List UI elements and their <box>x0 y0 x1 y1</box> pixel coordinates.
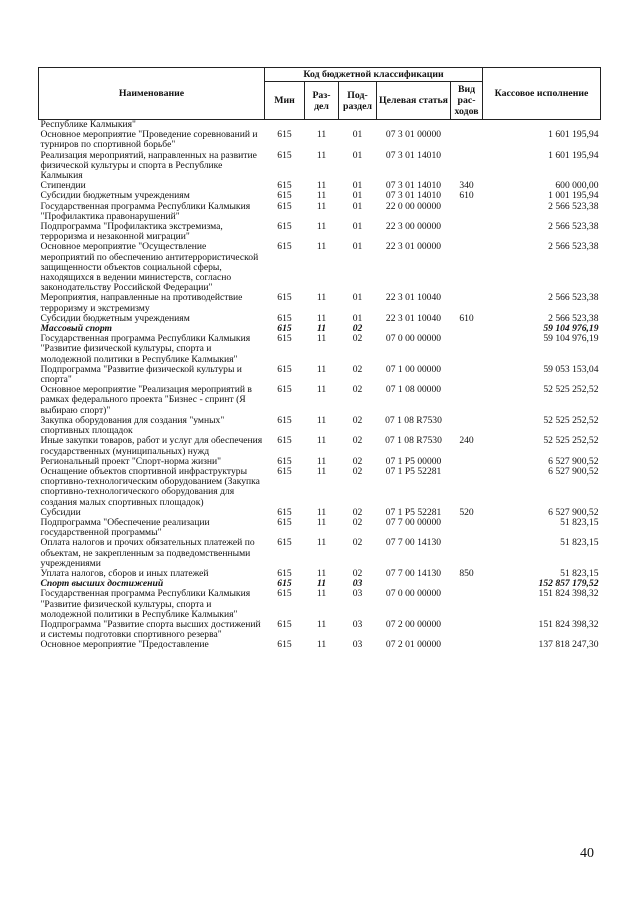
row-target-article: 07 0 00 00000 <box>385 588 442 600</box>
row-expense-type <box>451 130 483 150</box>
row-podrazdel: 02 <box>352 414 363 426</box>
row-cash-execution: 6 527 900,52 <box>548 455 599 467</box>
row-expense-type <box>451 640 483 650</box>
row-razdel: 11 <box>316 588 327 600</box>
header-name: Наименование <box>39 68 265 120</box>
row-expense-type <box>451 579 483 589</box>
table-row <box>39 222 601 242</box>
row-name: Подпрограмма "Профилактика экстремизма, терроризма и незаконной миграции" <box>40 221 223 243</box>
row-name: Основное мероприятие "Проведение соревнований и турниров по спортивной борьбе" <box>40 129 258 151</box>
row-razdel: 11 <box>316 516 327 528</box>
row-razdel: 11 <box>316 292 327 304</box>
row-name: Оснащение объектов спортивной инфраструктуры спортивно-технологическим оборудованием (Закупка спортивно-технологического оборудования для создания малых спортивных площадок) <box>40 465 260 508</box>
row-name: Субсидии <box>40 506 81 518</box>
row-razdel: 11 <box>316 323 327 335</box>
row-min: 615 <box>277 588 292 600</box>
row-podrazdel: 02 <box>352 537 363 549</box>
row-min: 615 <box>277 149 292 161</box>
row-expense-type: 520 <box>459 506 474 518</box>
row-name: Подпрограмма "Обеспечение реализации государственной программы" <box>40 516 210 539</box>
row-name: Уплата налогов, сборов и иных платежей <box>40 567 209 579</box>
header-razdel: Раз-дел <box>305 82 339 120</box>
row-razdel: 11 <box>316 312 327 324</box>
row-min: 615 <box>277 200 292 212</box>
row-podrazdel: 03 <box>352 588 363 600</box>
row-target-article: 07 1 P5 52281 <box>385 465 442 477</box>
row-min: 615 <box>277 516 292 528</box>
row-name: Субсидии бюджетным учреждениям <box>40 312 190 324</box>
row-expense-type <box>451 324 483 334</box>
row-min: 615 <box>277 333 292 345</box>
row-min: 615 <box>277 567 292 579</box>
row-name: Государственная программа Республики Калмыкия "Профилактика правонарушений" <box>40 200 251 222</box>
row-target-article: 07 1 08 00000 <box>385 384 442 396</box>
table-row <box>39 640 601 650</box>
row-cash-execution: 2 566 523,38 <box>548 312 599 324</box>
table-row <box>39 202 601 222</box>
row-name: Массовый спорт <box>40 323 112 335</box>
row-target-article: 07 1 P5 00000 <box>385 455 442 467</box>
row-target-article: 22 3 00 00000 <box>385 221 442 233</box>
row-target-article: 07 0 00 00000 <box>385 333 442 345</box>
table-row <box>39 130 601 150</box>
row-razdel: 11 <box>316 149 327 161</box>
row-expense-type: 610 <box>459 190 474 202</box>
row-min: 615 <box>277 618 292 630</box>
row-expense-type <box>451 620 483 640</box>
row-podrazdel: 01 <box>352 292 363 304</box>
row-min: 615 <box>277 414 292 426</box>
row-min: 615 <box>277 292 292 304</box>
row-target-article: 07 7 00 00000 <box>385 516 442 528</box>
row-razdel: 11 <box>316 455 327 467</box>
row-target-article: 07 2 01 00000 <box>385 639 442 651</box>
row-name: Реализация мероприятий, направленных на развитие физической культуры и спорта в Республике Калмыкия <box>40 149 257 182</box>
row-expense-type <box>451 538 483 569</box>
row-podrazdel: 03 <box>352 578 363 590</box>
table-row <box>39 589 601 620</box>
row-razdel: 11 <box>316 537 327 549</box>
row-cash-execution: 52 525 252,52 <box>543 384 599 396</box>
row-min: 615 <box>277 221 292 233</box>
row-cash-execution: 600 000,00 <box>555 180 599 192</box>
table-row <box>39 467 601 508</box>
row-podrazdel: 01 <box>352 180 363 192</box>
row-podrazdel: 02 <box>352 516 363 528</box>
row-cash-execution: 6 527 900,52 <box>548 506 599 518</box>
row-podrazdel: 02 <box>352 465 363 477</box>
row-min: 615 <box>277 384 292 396</box>
row-razdel: 11 <box>316 190 327 202</box>
row-razdel: 11 <box>316 618 327 630</box>
row-min: 615 <box>277 506 292 518</box>
row-razdel: 11 <box>316 333 327 345</box>
row-expense-type <box>451 293 483 313</box>
header-vid: Вид рас-ходов <box>451 82 483 120</box>
row-expense-type <box>451 222 483 242</box>
row-name: Государственная программа Республики Калмыкия "Развитие физической культуры, спорта и молодежной политики в Республике Калмыкия" <box>40 333 251 365</box>
row-cash-execution: 2 566 523,38 <box>548 200 599 212</box>
row-name: Республике Калмыкия" <box>40 119 136 130</box>
row-expense-type <box>451 416 483 436</box>
row-expense-type <box>451 467 483 508</box>
row-expense-type <box>451 242 483 293</box>
row-cash-execution: 51 823,15 <box>560 516 599 528</box>
row-razdel: 11 <box>316 363 327 375</box>
table-row <box>39 518 601 538</box>
row-razdel: 11 <box>316 129 327 141</box>
row-target-article: 22 3 01 10040 <box>385 292 442 304</box>
row-min: 615 <box>277 190 292 202</box>
row-target-article: 07 3 01 00000 <box>385 129 442 141</box>
table-row <box>39 365 601 385</box>
page-number: 40 <box>580 846 594 861</box>
row-razdel: 11 <box>316 578 327 590</box>
row-expense-type <box>451 385 483 416</box>
row-razdel: 11 <box>316 506 327 518</box>
row-cash-execution: 2 566 523,38 <box>548 221 599 233</box>
row-name: Мероприятия, направленные на противодействие терроризму и экстремизму <box>40 292 243 314</box>
row-name: Основное мероприятие "Реализация мероприятий в рамках федерального проекта "Бизнес - спринт (Я выбираю спорт)" <box>40 384 252 416</box>
row-cash-execution: 1 001 195,94 <box>548 190 599 202</box>
row-razdel: 11 <box>316 241 327 253</box>
row-podrazdel: 02 <box>352 384 363 396</box>
row-name: Региональный проект "Спорт-норма жизни" <box>40 455 222 467</box>
row-cash-execution: 151 824 398,32 <box>538 618 599 630</box>
row-podrazdel: 01 <box>352 200 363 212</box>
row-expense-type <box>451 589 483 620</box>
row-target-article: 07 1 00 00000 <box>385 363 442 375</box>
row-podrazdel: 02 <box>352 435 363 447</box>
row-podrazdel: 01 <box>352 190 363 202</box>
row-min: 615 <box>277 241 292 253</box>
header-podrazdel: Под-раздел <box>339 82 377 120</box>
row-expense-type <box>451 518 483 538</box>
row-expense-type <box>451 365 483 385</box>
row-podrazdel: 01 <box>352 221 363 233</box>
row-podrazdel: 01 <box>352 149 363 161</box>
row-name: Основное мероприятие "Осуществление мероприятий по обеспечению антитеррористической защищенности объектов социальной сферы, находящихся в ведении министерств, согласно законодательству Российской Федерации" <box>40 241 259 294</box>
row-cash-execution: 59 104 976,19 <box>543 333 599 345</box>
row-cash-execution: 59 104 976,19 <box>543 323 599 335</box>
row-min: 615 <box>277 312 292 324</box>
table-row <box>39 538 601 569</box>
header-code-group: Код бюджетной классификации <box>265 68 483 82</box>
row-cash-execution: 59 053 153,04 <box>543 363 599 375</box>
row-razdel: 11 <box>316 221 327 233</box>
row-target-article: 07 1 P5 52281 <box>385 506 442 518</box>
table-header <box>39 68 601 120</box>
row-expense-type: 240 <box>459 435 474 447</box>
row-target-article: 07 1 08 R7530 <box>385 414 442 426</box>
row-podrazdel: 01 <box>352 129 363 141</box>
table-body <box>39 120 601 651</box>
row-expense-type <box>451 120 483 131</box>
row-name: Иные закупки товаров, работ и услуг для обеспечения государственных (муниципальных) нужд <box>40 435 263 457</box>
header-celevaya: Целевая статья <box>377 82 451 120</box>
row-razdel: 11 <box>316 465 327 477</box>
table-row <box>39 242 601 293</box>
row-cash-execution: 152 857 179,52 <box>538 578 599 590</box>
row-podrazdel: 01 <box>352 312 363 324</box>
row-name: Закупка оборудования для создания "умных" спортивных площадок <box>40 414 225 437</box>
row-name: Субсидии бюджетным учреждениям <box>40 190 190 202</box>
row-cash-execution: 52 525 252,52 <box>543 414 599 426</box>
row-target-article: 22 3 01 10040 <box>385 312 442 324</box>
row-expense-type <box>451 151 483 182</box>
row-min: 615 <box>277 435 292 447</box>
row-cash-execution: 1 601 195,94 <box>548 149 599 161</box>
row-target-article: 07 3 01 14010 <box>385 149 442 161</box>
row-min: 615 <box>277 639 292 651</box>
row-expense-type: 610 <box>459 312 474 324</box>
row-name: Подпрограмма "Развитие спорта высших достижений и системы подготовки спортивного резерва" <box>40 618 261 641</box>
row-razdel: 11 <box>316 180 327 192</box>
row-podrazdel: 01 <box>352 241 363 253</box>
row-target-article: 07 3 01 14010 <box>385 180 442 192</box>
row-podrazdel: 02 <box>352 506 363 518</box>
row-name: Подпрограмма "Развитие физической культуры и спорта" <box>40 363 242 386</box>
table-row <box>39 385 601 416</box>
row-expense-type <box>451 202 483 222</box>
row-name: Стипендии <box>40 180 86 192</box>
row-cash-execution: 51 823,15 <box>560 537 599 549</box>
row-podrazdel: 03 <box>352 618 363 630</box>
row-expense-type <box>451 334 483 365</box>
row-target-article: 07 3 01 14010 <box>385 190 442 202</box>
row-cash-execution: 137 818 247,30 <box>538 639 599 651</box>
row-min: 615 <box>277 537 292 549</box>
row-name: Оплата налогов и прочих обязательных платежей по объектам, не закрепленным за подведомственными учреждениями <box>40 537 255 569</box>
table-row <box>39 416 601 436</box>
row-target-article: 07 7 00 14130 <box>385 567 442 579</box>
row-min: 615 <box>277 323 292 335</box>
row-razdel: 11 <box>316 567 327 579</box>
table-row <box>39 334 601 365</box>
row-cash-execution: 2 566 523,38 <box>548 292 599 304</box>
row-razdel: 11 <box>316 200 327 212</box>
row-target-article: 07 2 00 00000 <box>385 618 442 630</box>
row-razdel: 11 <box>316 384 327 396</box>
table-row <box>39 620 601 640</box>
table-row <box>39 151 601 182</box>
row-expense-type: 340 <box>459 180 474 192</box>
row-target-article: 22 0 00 00000 <box>385 200 442 212</box>
row-min: 615 <box>277 180 292 192</box>
row-expense-type <box>451 457 483 467</box>
row-target-article: 07 7 00 14130 <box>385 537 442 549</box>
row-razdel: 11 <box>316 435 327 447</box>
table-row <box>39 293 601 313</box>
row-cash-execution: 1 601 195,94 <box>548 129 599 141</box>
row-expense-type: 850 <box>459 567 474 579</box>
row-min: 615 <box>277 578 292 590</box>
row-min: 615 <box>277 455 292 467</box>
row-podrazdel: 02 <box>352 363 363 375</box>
row-name: Спорт высших достижений <box>40 578 164 590</box>
row-target-article: 07 1 08 R7530 <box>385 435 442 447</box>
row-podrazdel: 02 <box>352 455 363 467</box>
row-cash-execution: 51 823,15 <box>560 567 599 579</box>
row-cash-execution: 6 527 900,52 <box>548 465 599 477</box>
budget-table <box>38 67 601 651</box>
row-min: 615 <box>277 465 292 477</box>
row-name: Основное мероприятие "Предоставление <box>40 639 209 651</box>
row-cash-execution: 52 525 252,52 <box>543 435 599 447</box>
row-razdel: 11 <box>316 639 327 651</box>
row-razdel: 11 <box>316 414 327 426</box>
header-min: Мин <box>265 82 305 120</box>
row-min: 615 <box>277 129 292 141</box>
row-cash-execution: 2 566 523,38 <box>548 241 599 253</box>
row-target-article: 22 3 01 00000 <box>385 241 442 253</box>
row-name: Государственная программа Республики Калмыкия "Развитие физической культуры, спорта и молодежной политики в Республике Калмыкия" <box>40 588 251 620</box>
row-cash-execution: 151 824 398,32 <box>538 588 599 600</box>
row-podrazdel: 02 <box>352 567 363 579</box>
row-podrazdel: 02 <box>352 323 363 335</box>
header-kassovoe: Кассовое исполнение <box>483 68 601 120</box>
row-podrazdel: 02 <box>352 333 363 345</box>
table-row <box>39 436 601 456</box>
row-min: 615 <box>277 363 292 375</box>
row-podrazdel: 03 <box>352 639 363 651</box>
